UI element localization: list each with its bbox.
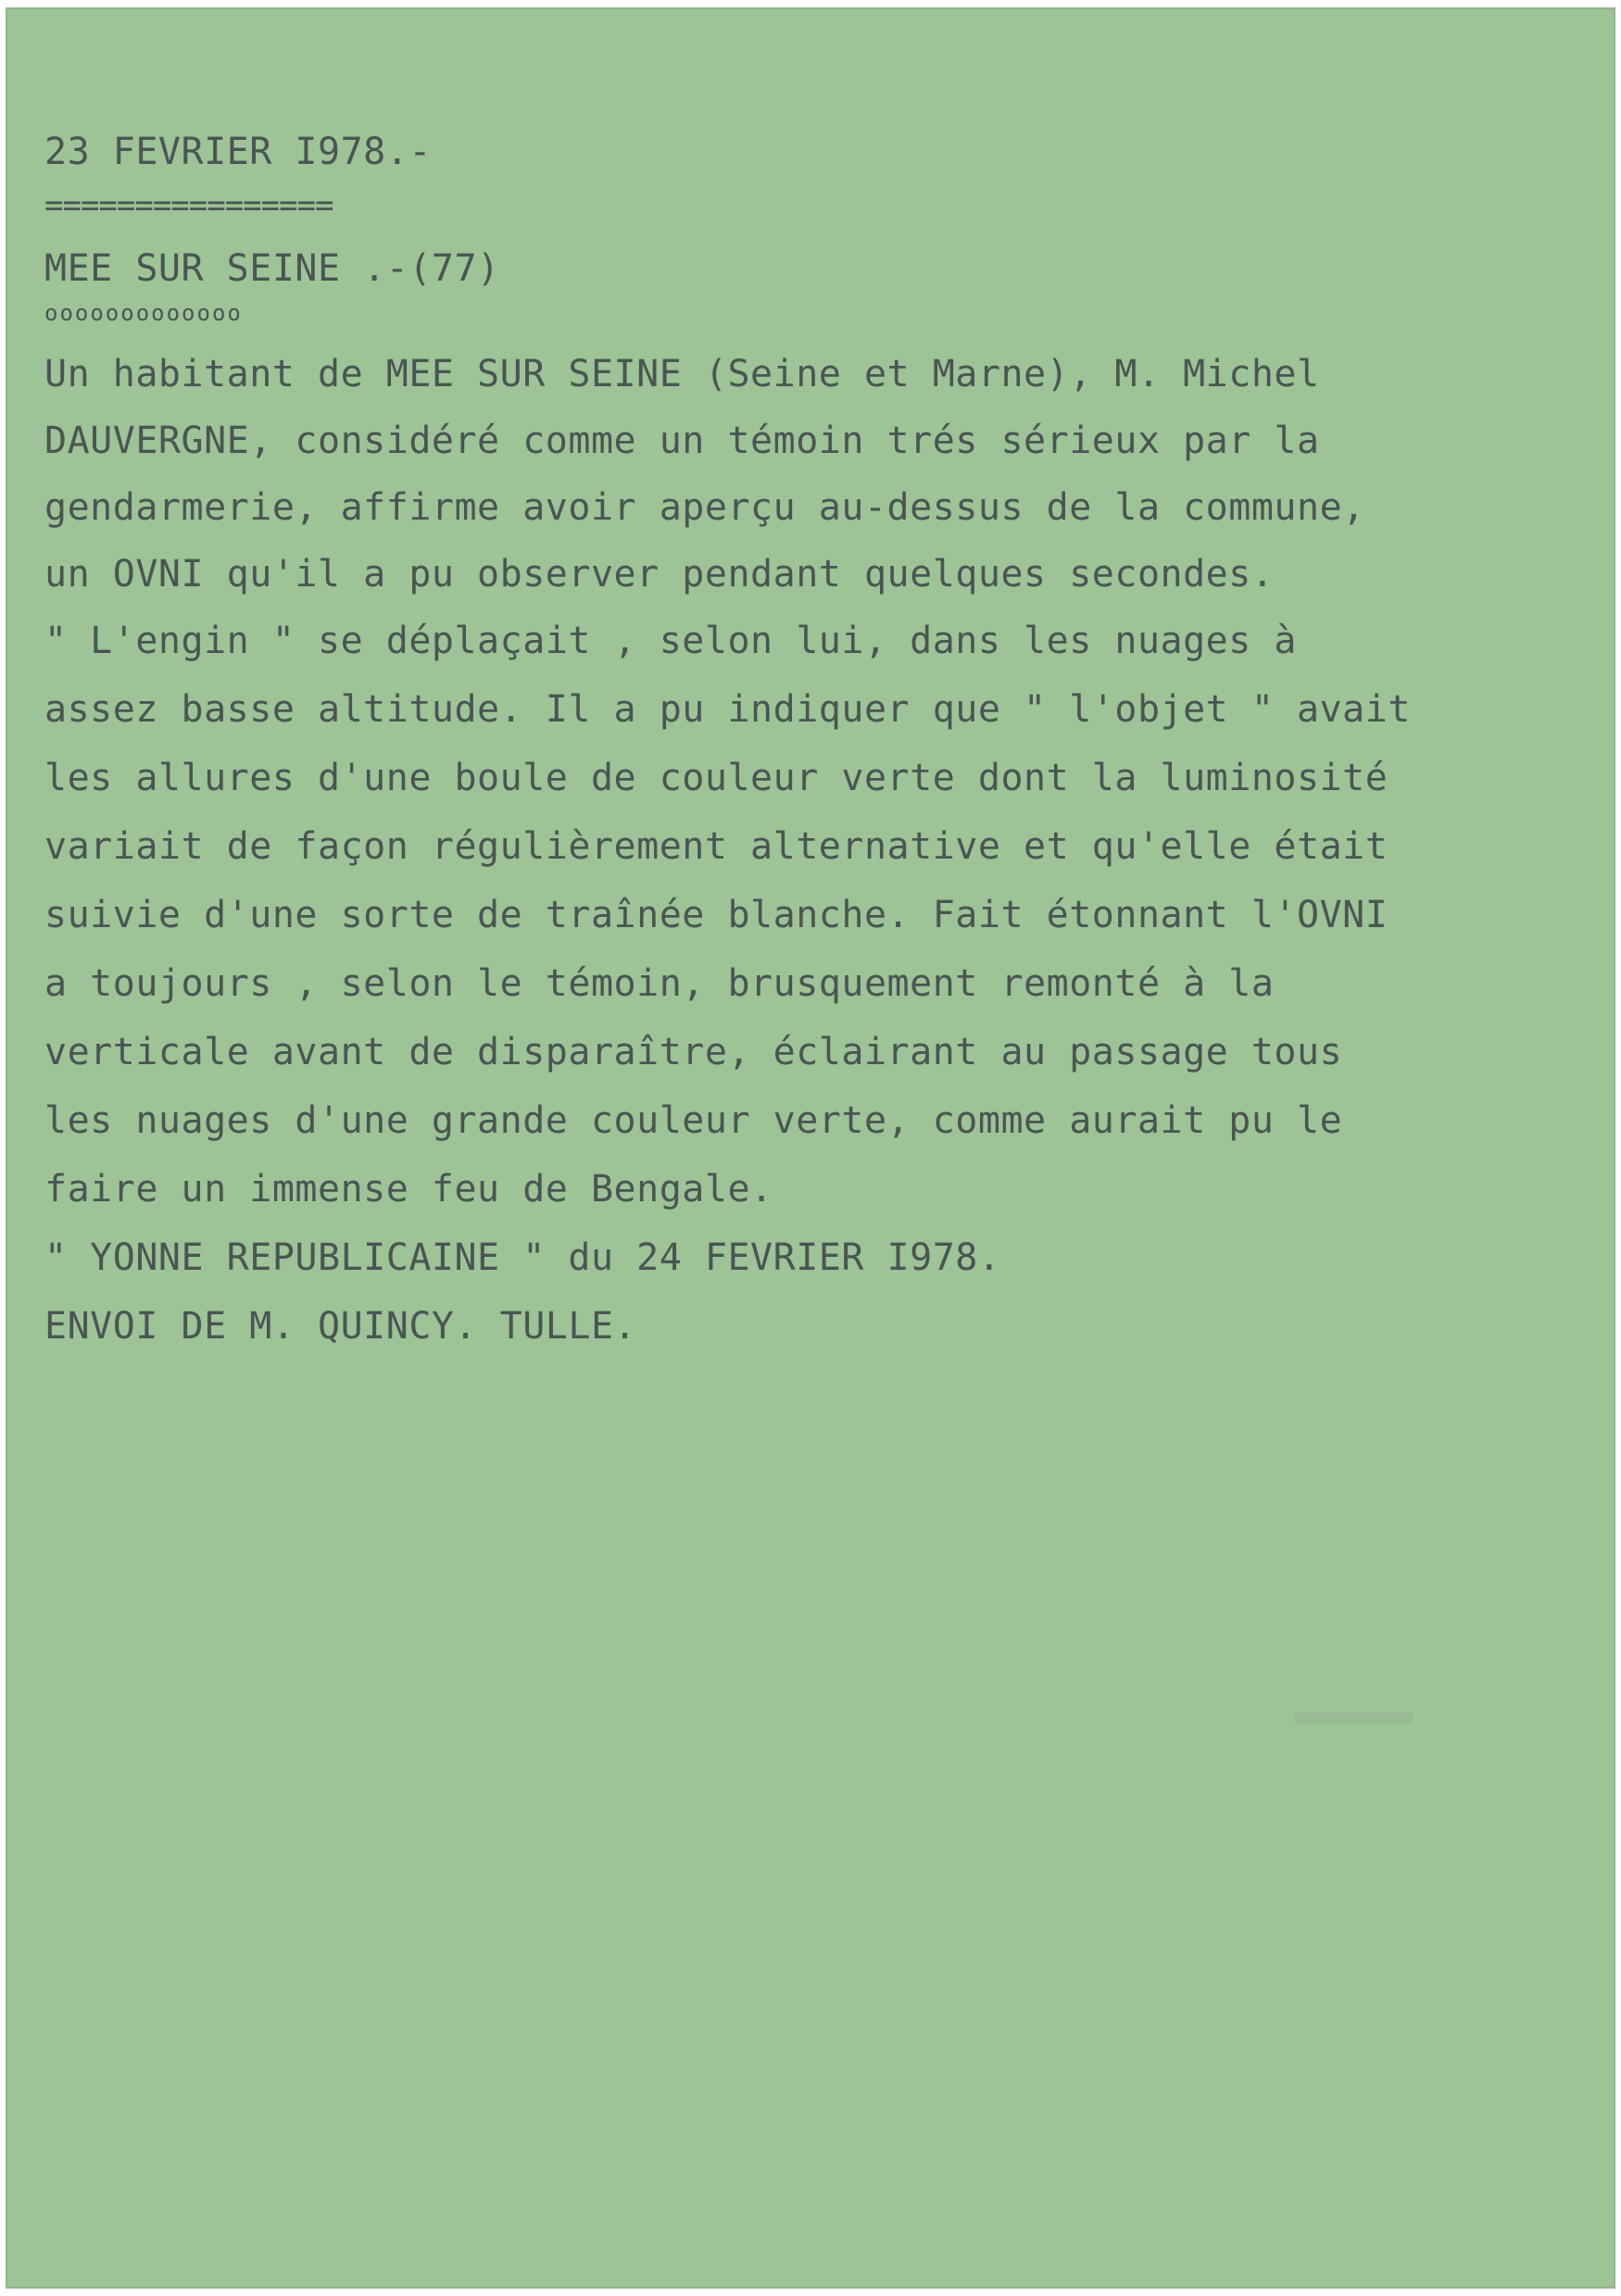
body-line-7: les allures d'une boule de couleur verte dont la luminosité <box>44 757 1389 799</box>
body-line-3: gendarmerie, affirme avoir aperçu au-dessus de la commune, <box>44 486 1365 529</box>
body-line-6: assez basse altitude. Il a pu indiquer que " l'objet " avait <box>44 688 1411 731</box>
sender-note: ENVOI DE M. QUINCY. TULLE. <box>44 1305 637 1348</box>
body-line-10: a toujours , selon le témoin, brusquement remonté à la <box>44 962 1275 1005</box>
body-line-2: DAUVERGNE, considéré comme un témoin trés sérieux par la <box>44 420 1320 462</box>
body-line-13: faire un immense feu de Bengale. <box>44 1168 773 1211</box>
body-line-5: " L'engin " se déplaçait , selon lui, dans les nuages à <box>44 620 1298 662</box>
body-line-8: variait de façon régulièrement alternative et qu'elle était <box>44 825 1389 868</box>
faint-stamp-mark <box>1293 1712 1414 1725</box>
typed-text-block <box>44 7 1564 1348</box>
body-line-9: suivie d'une sorte de traînée blanche. Fait étonnant l'OVNI <box>44 894 1389 936</box>
location-underline: ooooooooooooo <box>44 300 243 326</box>
body-line-1: Un habitant de MEE SUR SEINE (Seine et Marne), M. Michel <box>44 353 1320 395</box>
body-line-4: un OVNI qu'il a pu observer pendant quelques secondes. <box>44 553 1275 596</box>
body-line-11: verticale avant de disparaître, éclairant au passage tous <box>44 1031 1343 1073</box>
date-heading: 23 FEVRIER I978.- <box>44 131 432 173</box>
location-heading: MEE SUR SEINE .-(77) <box>44 247 500 290</box>
typewritten-page <box>6 7 1615 2289</box>
date-underline: ================ <box>44 187 333 224</box>
source-citation: " YONNE REPUBLICAINE " du 24 FEVRIER I978. <box>44 1236 1001 1279</box>
body-line-12: les nuages d'une grande couleur verte, comme aurait pu le <box>44 1099 1343 1142</box>
